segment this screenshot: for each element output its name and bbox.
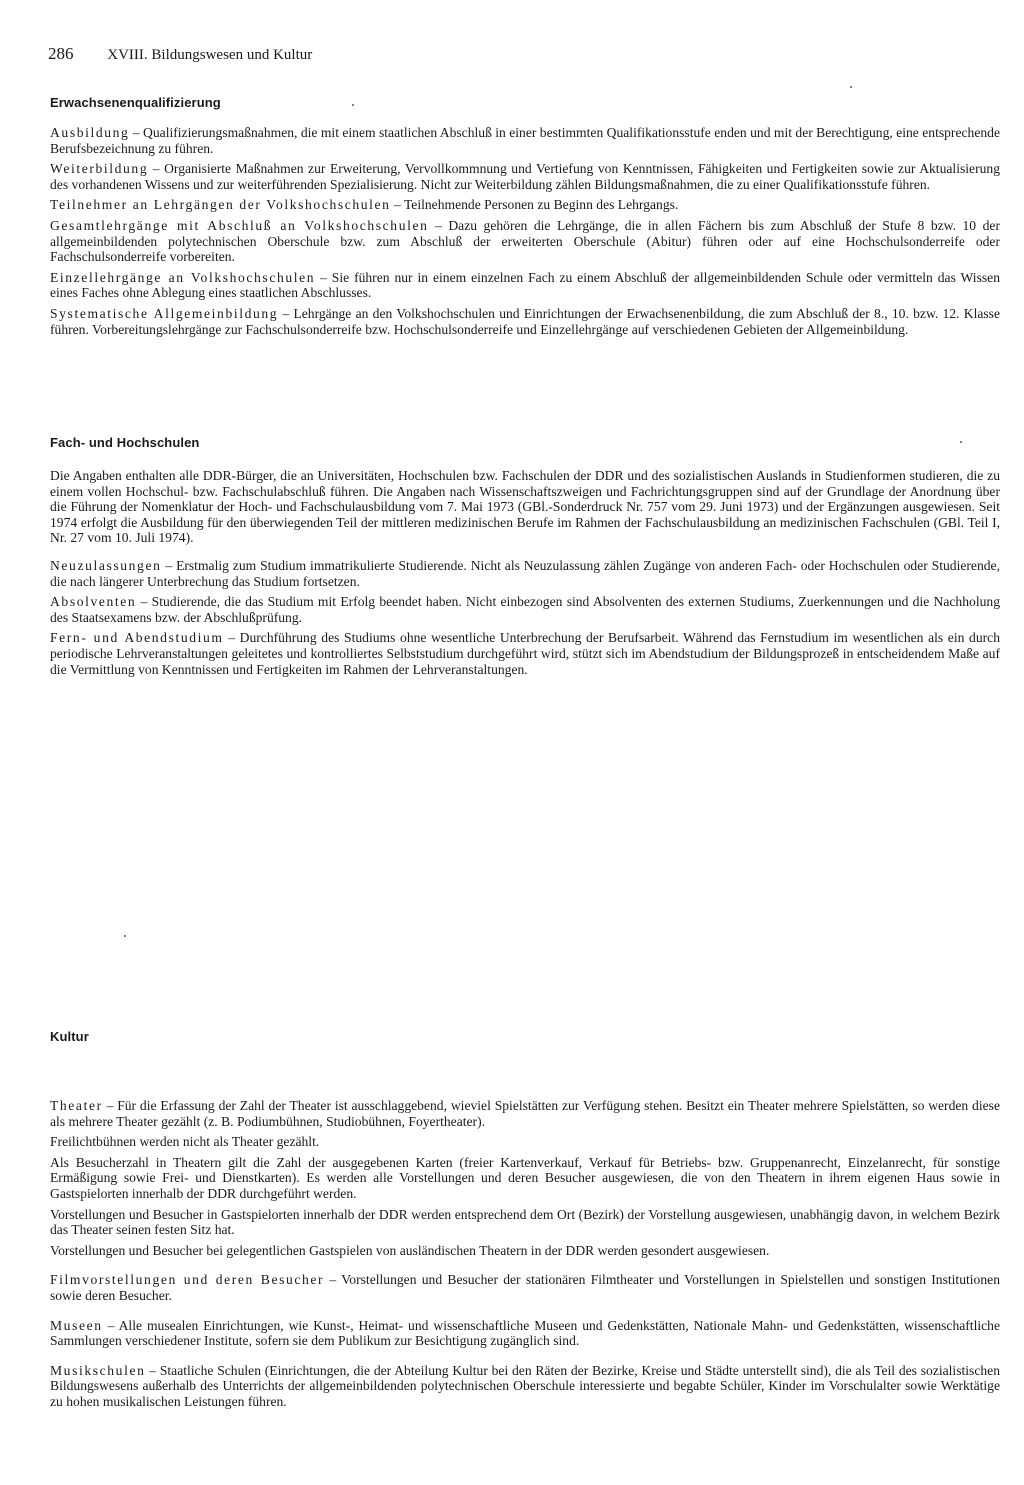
term: Systematische Allgemeinbildung <box>50 305 279 321</box>
paragraph <box>50 1098 1000 1129</box>
paragraph <box>50 161 1000 192</box>
definition: – Studierende, die das Studium mit Erfolg beendet haben. Nicht einbezogen sind Absolventen des externen Studiums, Zuerkennungen und die Nachholung des Staatsexamens bzw. der Abschlußprüfung. <box>50 594 1000 625</box>
term: Musikschulen <box>50 1362 146 1378</box>
term: Weiterbildung <box>50 161 149 177</box>
paragraph <box>50 1243 1000 1259</box>
term: Fern- und Abendstudium <box>50 630 224 646</box>
paragraph <box>50 468 1000 546</box>
paragraph <box>50 1134 1000 1150</box>
definition: Vorstellungen und Besucher in Gastspielorten innerhalb der DDR werden entsprechend dem Ort (Bezirk) der Vorstellung ausgewiesen, unabhängig davon, in welchem Bezirk das Theater seinen festen Sitz hat. <box>50 1206 1000 1238</box>
paragraph <box>50 1207 1000 1238</box>
section-heading: Fach- und Hochschulen <box>50 435 200 450</box>
term: Ausbildung <box>50 125 130 140</box>
section-body <box>50 125 1000 342</box>
definition: Als Besucherzahl in Theatern gilt die Zahl der ausgegebenen Karten (freier Kartenverkauf, Verkauf für Betriebs- bzw. Gruppenanrecht, Einzelanrecht, für sonstige Ermäßigung sowie Frei- und Dienstkarten). Es werden alle Vorstellungen und deren Besucher ausgewiesen, die von den Theatern in ihrem eigenen Haus sowie in Gastspielorten innerhalb der DDR durchgeführt werden. <box>50 1154 1000 1201</box>
definition: – Lehrgänge an den Volkshochschulen und Einrichtungen der Erwachsenenbildung, die zum Abschluß der 8., 10. bzw. 12. Klasse führen. Vorbereitungslehrgänge zur Fachschulsonderreife bzw. Hochschulsonderreife und Einzellehrgänge auf verschiedenen Gebieten der Allgemeinbildung. <box>50 305 1000 337</box>
paragraph <box>50 270 1000 301</box>
scan-speck <box>352 104 354 106</box>
paragraph <box>50 125 1000 156</box>
definition: – Staatliche Schulen (Einrichtungen, die der Abteilung Kultur bei den Räten der Bezirke, Kreise und Städte unterstellt sind), die als Teil des sozialistischen Bildungswesens außerhalb des Unterrichts der allgemeinbildenden polytechnischen Oberschule interessierte und begabte Schüler, Kinder im Vorschulalter sowie Werktätige zu hohen musikalischen Leistungen führen. <box>50 1362 1000 1409</box>
paragraph <box>50 1318 1000 1349</box>
running-head <box>48 44 312 64</box>
term: Gesamtlehrgänge mit Abschluß an Volkshochschulen <box>50 217 429 233</box>
definition: – Sie führen nur in einem einzelnen Fach zu einem Abschluß der allgemeinbildenden Schule oder vermitteln das Wissen eines Faches ohne Ablegung eines staatlichen Abschlusses. <box>50 269 1000 301</box>
definition: – Dazu gehören die Lehrgänge, die in allen Fächern bis zum Abschluß der Stufe 8 bzw. 10 der allgemeinbildenden polytechnischen Oberschule bzw. zum Abschluß der erweiterten Oberschule (Abitur) führen oder auf eine Hochschulsonderreife oder Fachschulsonderreife vorbereiten. <box>50 217 1000 265</box>
section-heading: Erwachsenenqualifizierung <box>50 95 221 110</box>
paragraph <box>50 630 1000 677</box>
definition: Freilichtbühnen werden nicht als Theater gezählt. <box>50 1134 320 1150</box>
section-body <box>50 1098 1000 1415</box>
term: Einzellehrgänge an Volkshochschulen <box>50 269 316 285</box>
paragraph <box>50 197 1000 213</box>
definition: – Qualifizierungsmaßnahmen, die mit einem staatlichen Abschluß in einer bestimmten Qualifikationsstufe enden und mit der Berechtigung, eine entsprechende Berufsbezeichnung zu führen. <box>50 125 1000 156</box>
section-heading: Kultur <box>50 1029 89 1044</box>
definition: – Durchführung des Studiums ohne wesentliche Unterbrechung der Berufsarbeit. Während das Fernstudium im wesentlichen als ein durch periodische Lehrveranstaltungen geleitetes und kontrolliertes Selbststudium durchgeführt wird, stützt sich im Abendstudium der Bildungsprozeß in entscheidendem Maße auf die Vermittlung von Kenntnissen und Fertigkeiten im Rahmen der Lehrveranstaltungen. <box>50 630 1000 677</box>
scan-speck <box>960 441 962 443</box>
definition: – Für die Erfassung der Zahl der Theater ist ausschlaggebend, wieviel Spielstätten zur Verfügung stehen. Besitzt ein Theater mehrere Spielstätten, so werden diese als mehrere Theater gezählt (z. B. Podiumbühnen, Studiobühnen, Foyertheater). <box>50 1098 1000 1129</box>
definition: Die Angaben enthalten alle DDR-Bürger, die an Universitäten, Hochschulen bzw. Fachschulen der DDR und des sozialistischen Auslands in Studienformen studieren, die zu einem vollen Hochschul- bzw. Fachschulabschluß führen. Die Angaben nach Wissenschaftszweigen und Fachrichtungsgruppen sind auf der Grundlage der Anordnung über die Führung der Nomenklatur der Hoch- und Fachschulausbildung vom 7. Mai 1973 (GBl.-Sonderdruck Nr. 757 vom 29. Juni 1973) und der Ergänzungen ausgewiesen. Seit 1974 erfolgt die Ausbildung für den überwiegenden Teil der mittleren medizinischen Berufe im Rahmen der Fachschulausbildung an medizinischen Fachschulen (GBl. Teil I, Nr. 27 vom 10. Juli 1974). <box>50 468 1000 546</box>
section-body <box>50 468 1000 682</box>
paragraph <box>50 306 1000 337</box>
paragraph <box>50 1272 1000 1303</box>
page-number: 286 <box>48 44 74 63</box>
paragraph <box>50 218 1000 265</box>
definition: Vorstellungen und Besucher bei gelegentlichen Gastspielen von ausländischen Theatern in der DDR werden gesondert ausgewiesen. <box>50 1242 770 1258</box>
term: Theater <box>50 1098 103 1113</box>
definition: – Vorstellungen und Besucher der stationären Filmtheater und Vorstellungen in Spielstellen und sonstigen Institutionen sowie deren Besucher. <box>50 1272 1000 1303</box>
term: Teilnehmer an Lehrgängen der Volkshochschulen <box>50 197 391 213</box>
term: Absolventen <box>50 594 137 610</box>
definition: – Erstmalig zum Studium immatrikulierte Studierende. Nicht als Neuzulassung zählen Zugänge von anderen Fach- oder Hochschulen oder Studierende, die nach längerer Unterbrechung das Studium fortsetzen. <box>50 557 1000 589</box>
term: Filmvorstellungen und deren Besucher <box>50 1272 325 1288</box>
chapter-title: XVIII. Bildungswesen und Kultur <box>107 47 313 63</box>
definition: – Alle musealen Einrichtungen, wie Kunst-, Heimat- und wissenschaftliche Museen und Gedenkstätten, Nationale Mahn- und Gedenkstätten, wissenschaftliche Sammlungen verschiedener Institute, sofern sie dem Publikum zur Besichtigung zugänglich sind. <box>50 1317 1000 1349</box>
definition: – Organisierte Maßnahmen zur Erweiterung, Vervollkommnung und Vertiefung von Kenntnissen, Fähigkeiten und Fertigkeiten sowie zur Aktualisierung des vorhandenen Wissens und zur weiterführenden Spezialisierung. Nicht zur Weiterbildung zählen Bildungsmaßnahmen, die zu einer Qualifikationsstufe führen. <box>50 161 1000 192</box>
scan-speck <box>124 935 126 937</box>
paragraph <box>50 1155 1000 1202</box>
paragraph <box>50 1363 1000 1410</box>
term: Museen <box>50 1317 103 1333</box>
scan-speck <box>850 86 852 88</box>
term: Neuzulassungen <box>50 557 162 573</box>
paragraph <box>50 594 1000 625</box>
definition: – Teilnehmende Personen zu Beginn des Lehrgangs. <box>390 197 679 213</box>
paragraph <box>50 558 1000 589</box>
